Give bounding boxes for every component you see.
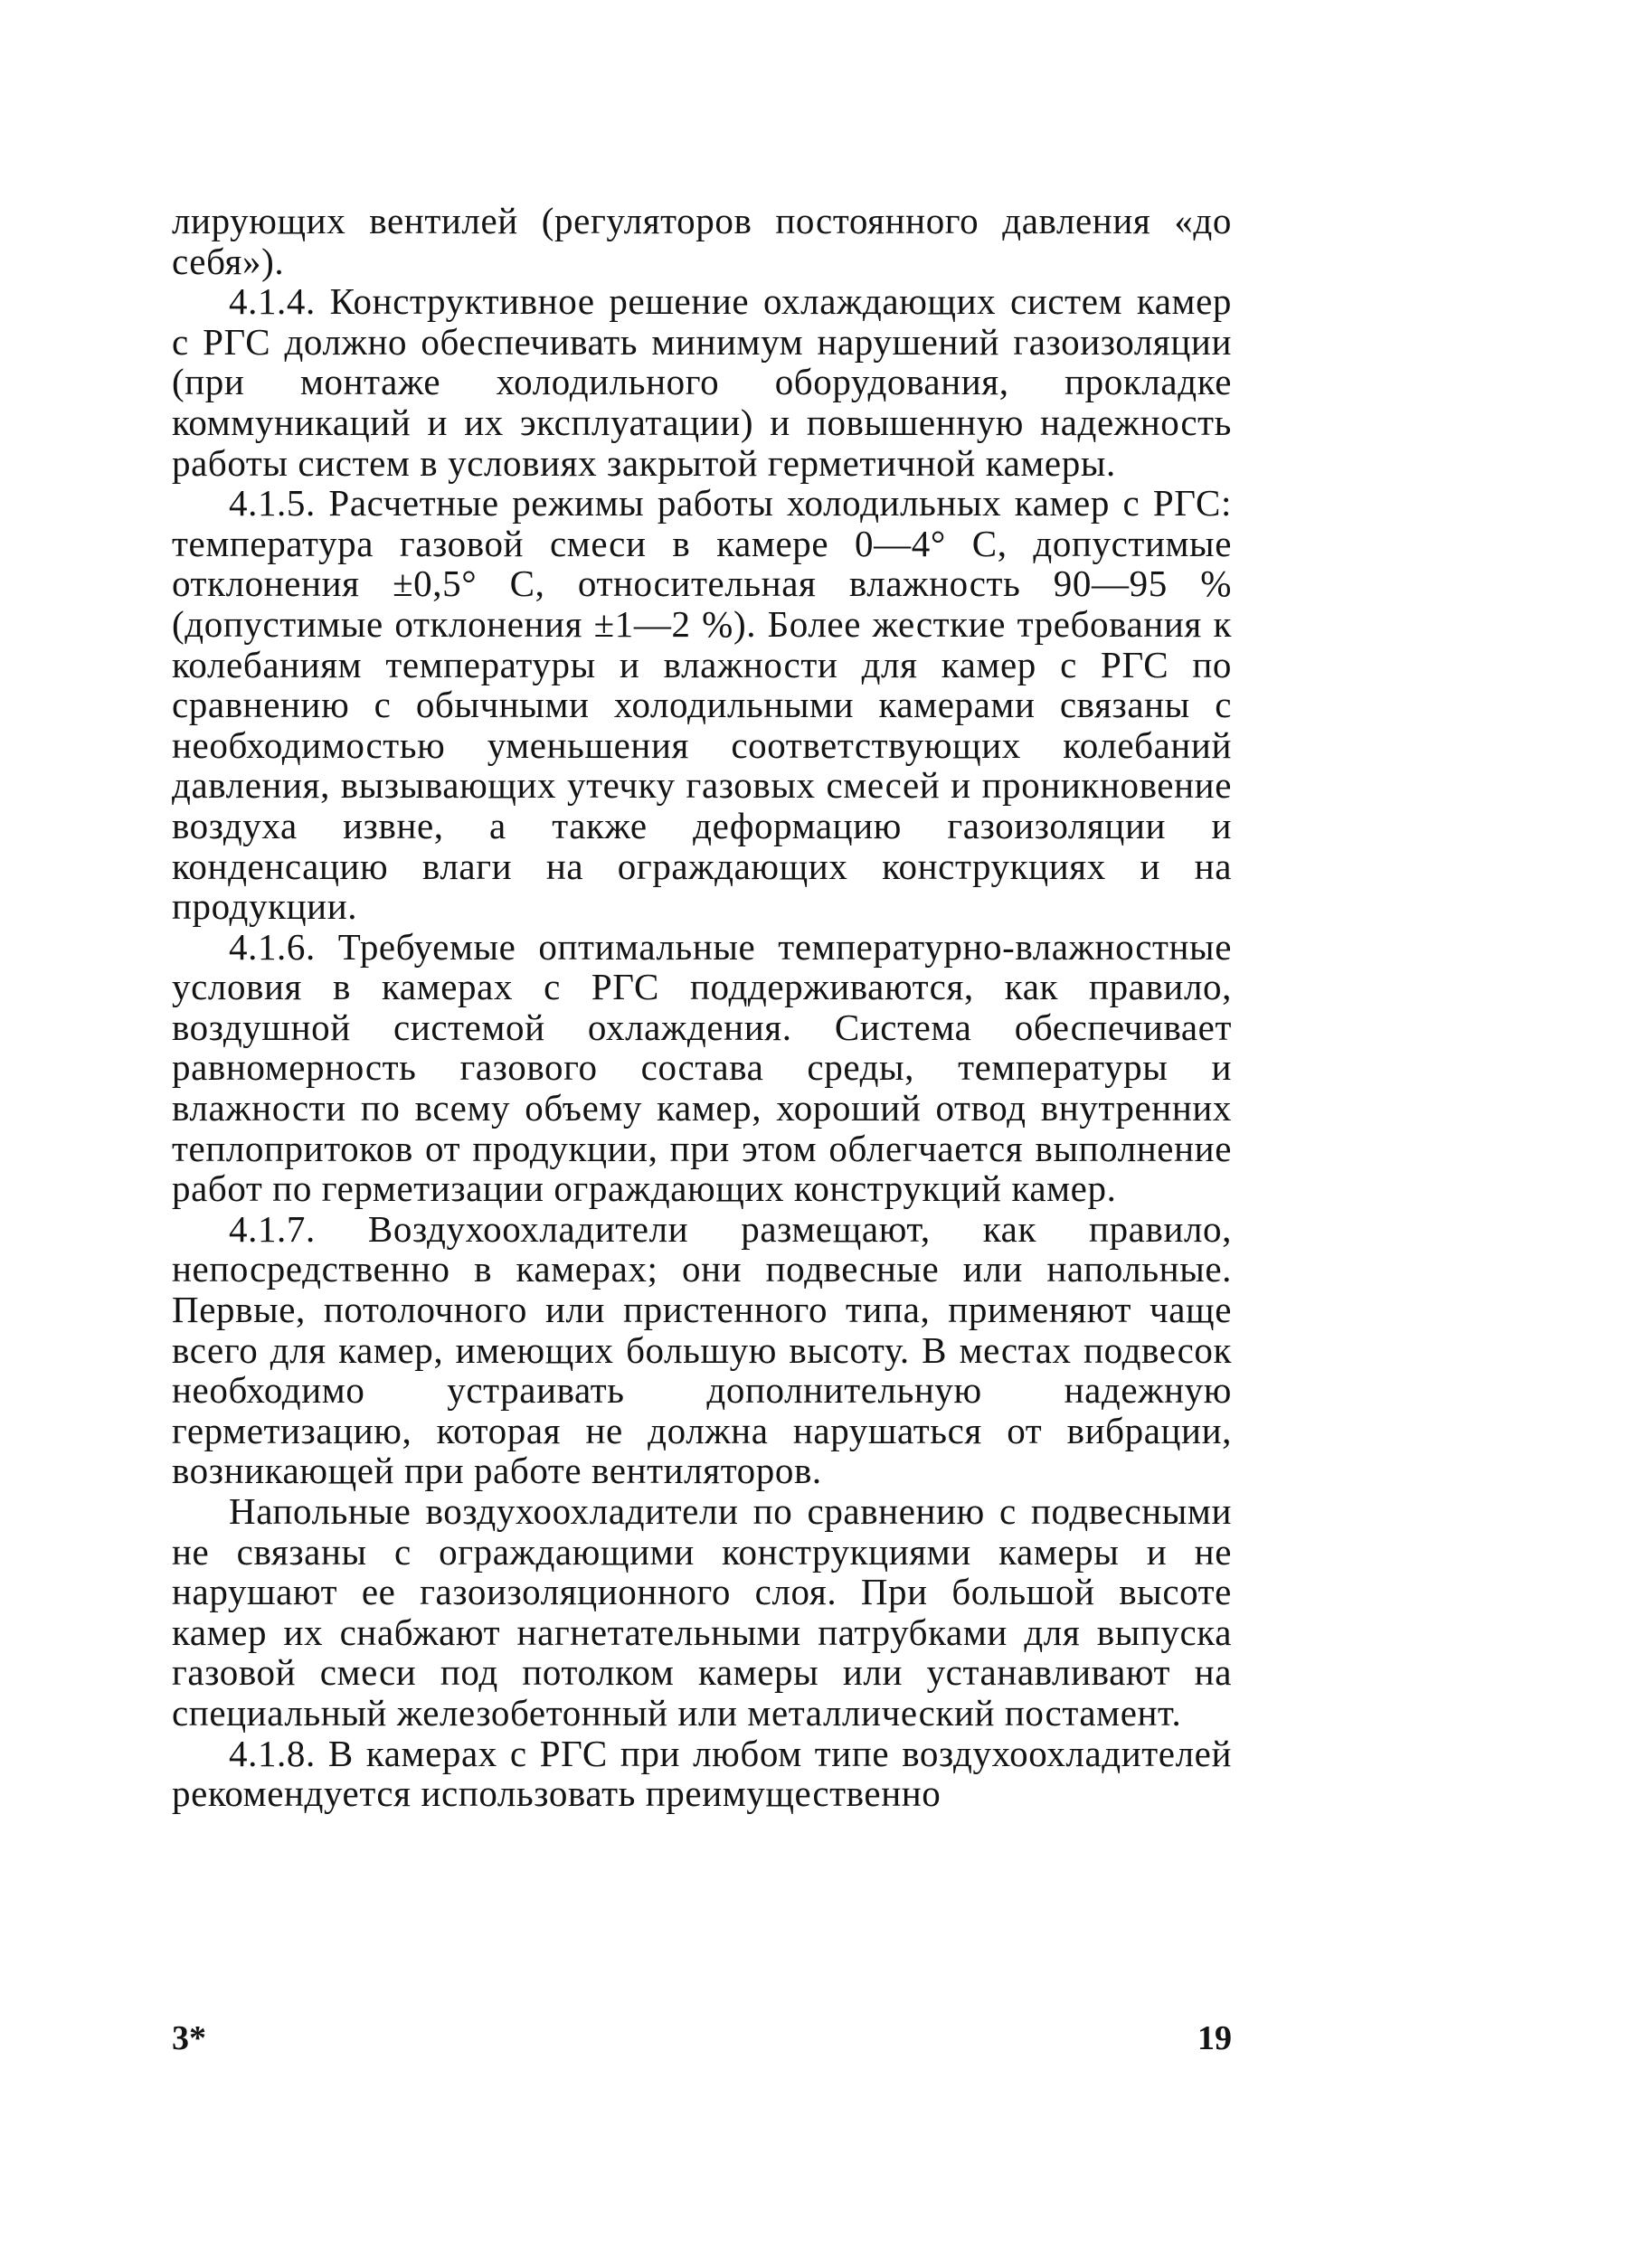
- paragraph-4-1-6: 4.1.6. Требуемые оптимальные температурно-влажностные условия в камерах с РГС поддерживаются, как правило, воздушной системой охлаждения. Система обеспечивает равномерность газового состава среды, температуры и влажности по всему объему камер, хороший отвод внутренних теплопритоков от продукции, при этом облегчается выполнение работ по герметизации ограждающих конструкций камер.: [172, 925, 1232, 1210]
- page-footer: [172, 2018, 1232, 2064]
- paragraph-4-1-7: 4.1.7. Воздухоохладители размещают, как правило, непосредственно в камерах; они подвесные или напольные. Первые, потолочного или пристенного типа, применяют чаще всего для камер, имеющих большую высоту. В местах подвесок необходимо устраивать дополнительную надежную герметизацию, которая не должна нарушаться от вибрации, возникающей при работе вентиляторов.: [172, 1207, 1232, 1492]
- page-number: 19: [1197, 2019, 1232, 2057]
- signature-mark: 3*: [172, 2019, 206, 2057]
- body-text: [172, 201, 1232, 1814]
- paragraph-floor-coolers: Напольные воздухоохладители по сравнению с подвесными не связаны с ограждающими конструкциями камеры и не нарушают ее газоизоляционного слоя. При большой высоте камер их снабжают нагнетательными патрубками для выпуска газовой смеси под потолком камеры или устанавливают на специальный железобетонный или металлический постамент.: [172, 1490, 1232, 1734]
- paragraph-4-1-4: 4.1.4. Конструктивное решение охлаждающих систем камер с РГС должно обеспечивать минимум нарушений газоизоляции (при монтаже холодильного оборудования, прокладке коммуникаций и их эксплуатации) и повышенную надежность работы систем в условиях закрытой герметичной камеры.: [172, 280, 1232, 484]
- paragraph-continuation: лирующих вентилей (регуляторов постоянного давления «до себя»).: [172, 200, 1232, 282]
- paragraph-4-1-8: 4.1.8. В камерах с РГС при любом типе воздухоохладителей рекомендуется использовать преимущественно: [172, 1732, 1232, 1815]
- paragraph-4-1-5: 4.1.5. Расчетные режимы работы холодильных камер с РГС: температура газовой смеси в камере 0—4° С, допустимые отклонения ±0,5° С, относительная влажность 90—95 % (допустимые отклонения ±1—2 %). Более жесткие требования к колебаниям температуры и влажности для камер с РГС по сравнению с обычными холодильными камерами связаны с необходимостью уменьшения соответствующих колебаний давления, вызывающих утечку газовых смесей и проникновение воздуха извне, а также деформацию газоизоляции и конденсацию влаги на ограждающих конструкциях и на продукции.: [172, 482, 1232, 928]
